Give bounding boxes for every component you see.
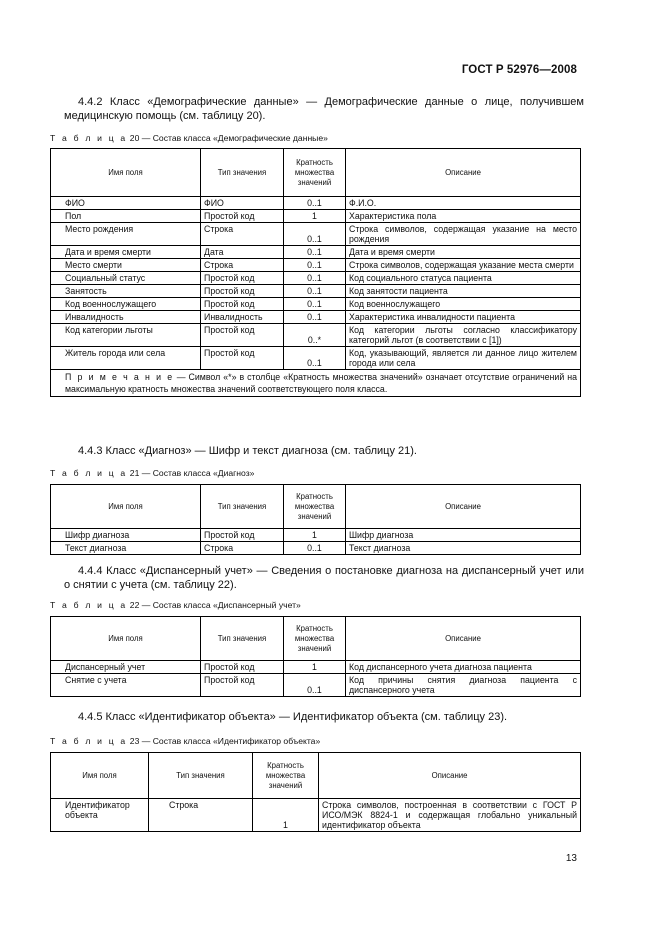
table-21 <box>50 484 581 555</box>
table-21-header-row <box>51 485 581 529</box>
section-4-4-3-content: 4.4.3 Класс «Диагноз» — Шифр и текст диагноза (см. таблицу 21). <box>78 445 417 457</box>
cell-value-type: Простой код <box>201 298 284 311</box>
table-22-caption <box>50 600 301 610</box>
cell-value-type: Строка <box>149 799 253 832</box>
column-header-multiplicity: Кратность множества значений <box>284 617 346 661</box>
cell-multiplicity: 0..1 <box>284 542 346 555</box>
section-4-4-3-text <box>64 444 584 458</box>
cell-field-name: Текст диагноза <box>51 542 201 555</box>
table-note-row <box>51 370 581 397</box>
table-row <box>51 529 581 542</box>
cell-multiplicity: 0..1 <box>284 311 346 324</box>
cell-description: Ф.И.О. <box>346 197 581 210</box>
cell-value-type: Простой код <box>201 324 284 347</box>
cell-description: Дата и время смерти <box>346 246 581 259</box>
table-20-header-row <box>51 149 581 197</box>
cell-description: Текст диагноза <box>346 542 581 555</box>
cell-field-name: Место рождения <box>51 223 201 246</box>
table-23-caption-text: 23 — Состав класса «Идентификатор объекта» <box>127 736 321 746</box>
column-header-description: Описание <box>346 149 581 197</box>
column-header-field-name: Имя поля <box>51 485 201 529</box>
column-header-value-type: Тип значения <box>201 485 284 529</box>
cell-value-type: Простой код <box>201 285 284 298</box>
table-row <box>51 324 581 347</box>
cell-description: Код диспансерного учета диагноза пациента <box>346 661 581 674</box>
cell-value-type: Строка <box>201 542 284 555</box>
cell-field-name: Код категории льготы <box>51 324 201 347</box>
table-row <box>51 197 581 210</box>
table-20-caption <box>50 133 328 143</box>
table-row <box>51 298 581 311</box>
cell-description: Код социального статуса пациента <box>346 272 581 285</box>
cell-multiplicity: 1 <box>253 799 319 832</box>
table-row <box>51 311 581 324</box>
section-4-4-4-text <box>64 564 584 592</box>
cell-description: Код причины снятия диагноза пациента с диспансерного учета <box>346 674 581 697</box>
cell-field-name: Шифр диагноза <box>51 529 201 542</box>
cell-multiplicity: 1 <box>284 210 346 223</box>
cell-multiplicity: 0..1 <box>284 197 346 210</box>
table-row <box>51 674 581 697</box>
cell-field-name: Код военнослужащего <box>51 298 201 311</box>
cell-value-type: Простой код <box>201 272 284 285</box>
table-21-caption-text: 21 — Состав класса «Диагноз» <box>127 468 255 478</box>
cell-multiplicity: 1 <box>284 529 346 542</box>
cell-description: Строка символов, содержащая указание на место рождения <box>346 223 581 246</box>
cell-field-name: Снятие с учета <box>51 674 201 697</box>
table-row <box>51 799 581 832</box>
cell-multiplicity: 0..1 <box>284 246 346 259</box>
cell-field-name: Место смерти <box>51 259 201 272</box>
column-header-multiplicity: Кратность множества значений <box>284 149 346 197</box>
table-21-caption <box>50 468 254 478</box>
section-4-4-2-text <box>64 95 584 123</box>
cell-description: Код занятости пациента <box>346 285 581 298</box>
table-row <box>51 210 581 223</box>
table-row <box>51 542 581 555</box>
cell-multiplicity: 0..1 <box>284 347 346 370</box>
section-4-4-5-content: 4.4.5 Класс «Идентификатор объекта» — Идентификатор объекта (см. таблицу 23). <box>78 711 508 723</box>
column-header-value-type: Тип значения <box>201 149 284 197</box>
cell-field-name: Занятость <box>51 285 201 298</box>
cell-value-type: Инвалидность <box>201 311 284 324</box>
column-header-multiplicity: Кратность множества значений <box>284 485 346 529</box>
table-23-caption-label: Т а б л и ц а <box>50 736 128 746</box>
cell-field-name: ФИО <box>51 197 201 210</box>
document-id: ГОСТ Р 52976—2008 <box>461 64 577 76</box>
table-22-caption-label: Т а б л и ц а <box>50 600 128 610</box>
cell-multiplicity: 0..1 <box>284 674 346 697</box>
table-23-caption <box>50 736 320 746</box>
column-header-description: Описание <box>346 485 581 529</box>
cell-field-name: Пол <box>51 210 201 223</box>
cell-multiplicity: 0..1 <box>284 272 346 285</box>
table-row <box>51 246 581 259</box>
cell-value-type: Дата <box>201 246 284 259</box>
section-4-4-2-content: 4.4.2 Класс «Демографические данные» — Демографические данные о лице, получившем медицинскую помощь (см. таблицу 20). <box>64 96 584 122</box>
cell-field-name: Диспансерный учет <box>51 661 201 674</box>
note-label: П р и м е ч а н и е <box>65 372 174 382</box>
cell-description: Код категории льготы согласно классификатору категорий льгот (в соответствии с [1]) <box>346 324 581 347</box>
cell-description: Характеристика инвалидности пациента <box>346 311 581 324</box>
cell-value-type: Простой код <box>201 674 284 697</box>
table-row <box>51 661 581 674</box>
section-4-4-4-content: 4.4.4 Класс «Диспансерный учет» — Сведения о постановке диагноза на диспансерный учет или о снятии с учета (см. таблицу 22). <box>64 565 584 591</box>
cell-value-type: Простой код <box>201 347 284 370</box>
page-number: 13 <box>565 853 577 864</box>
cell-field-name: Социальный статус <box>51 272 201 285</box>
table-row <box>51 272 581 285</box>
column-header-description: Описание <box>319 753 581 799</box>
cell-multiplicity: 0..1 <box>284 285 346 298</box>
cell-multiplicity: 0..1 <box>284 259 346 272</box>
table-23-header-row <box>51 753 581 799</box>
table-20-caption-text: 20 — Состав класса «Демографические данные» <box>127 133 328 143</box>
column-header-description: Описание <box>346 617 581 661</box>
cell-value-type: Строка <box>201 223 284 246</box>
cell-multiplicity: 0..1 <box>284 223 346 246</box>
cell-value-type: ФИО <box>201 197 284 210</box>
table-20 <box>50 148 581 397</box>
column-header-field-name: Имя поля <box>51 753 149 799</box>
cell-field-name: Дата и время смерти <box>51 246 201 259</box>
cell-value-type: Простой код <box>201 210 284 223</box>
cell-multiplicity: 0..1 <box>284 298 346 311</box>
table-22-caption-text: 22 — Состав класса «Диспансерный учет» <box>127 600 301 610</box>
cell-description: Строка символов, содержащая указание места смерти <box>346 259 581 272</box>
cell-field-name: Инвалидность <box>51 311 201 324</box>
cell-value-type: Простой код <box>201 529 284 542</box>
column-header-value-type: Тип значения <box>149 753 253 799</box>
cell-multiplicity: 0..* <box>284 324 346 347</box>
cell-description: Характеристика пола <box>346 210 581 223</box>
table-row <box>51 285 581 298</box>
table-row <box>51 347 581 370</box>
table-23 <box>50 752 581 832</box>
cell-description: Код военнослужащего <box>346 298 581 311</box>
cell-value-type: Простой код <box>201 661 284 674</box>
cell-description: Шифр диагноза <box>346 529 581 542</box>
cell-value-type: Строка <box>201 259 284 272</box>
table-22 <box>50 616 581 697</box>
column-header-value-type: Тип значения <box>201 617 284 661</box>
cell-description: Строка символов, построенная в соответствии с ГОСТ Р ИСО/МЭК 8824-1 и содержащая глобально уникальный идентификатор объекта <box>319 799 581 832</box>
cell-field-name: Идентификатор объекта <box>51 799 149 832</box>
cell-description: Код, указывающий, является ли данное лицо жителем города или села <box>346 347 581 370</box>
column-header-field-name: Имя поля <box>51 149 201 197</box>
note-text: — Символ «*» в столбце «Кратность множества значений» означает отсутствие ограничений на максимальную кратность множества значений соответствующего поля класса. <box>65 372 577 394</box>
table-note <box>51 370 581 397</box>
column-header-field-name: Имя поля <box>51 617 201 661</box>
cell-multiplicity: 1 <box>284 661 346 674</box>
table-row <box>51 259 581 272</box>
table-row <box>51 223 581 246</box>
table-22-header-row <box>51 617 581 661</box>
table-21-caption-label: Т а б л и ц а <box>50 468 128 478</box>
column-header-multiplicity: Кратность множества значений <box>253 753 319 799</box>
cell-field-name: Житель города или села <box>51 347 201 370</box>
section-4-4-5-text <box>64 710 584 724</box>
table-20-caption-label: Т а б л и ц а <box>50 133 128 143</box>
